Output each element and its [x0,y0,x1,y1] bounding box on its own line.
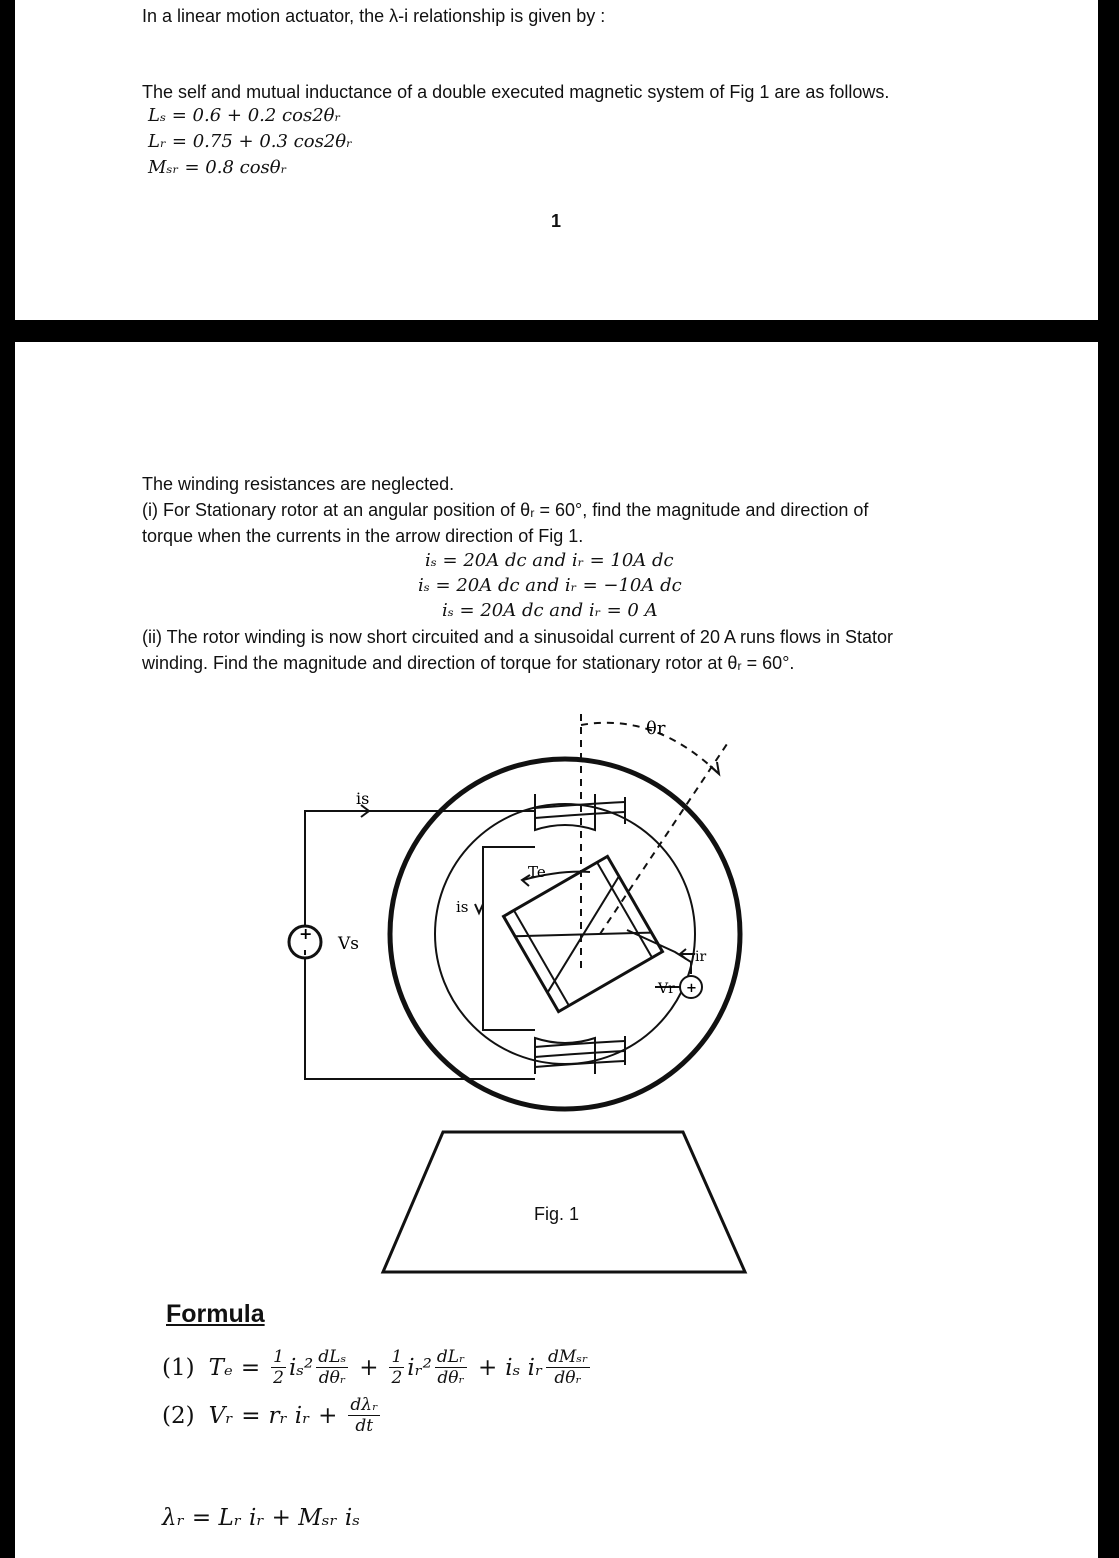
part-ii-line2: winding. Find the magnitude and direction of torque for stationary rotor at θᵣ = 60°. [142,653,795,673]
case-1: iₛ = 20A dc and iᵣ = 10A dc [425,550,674,571]
ir-squared: iᵣ² [407,1354,432,1381]
equation-msr: Mₛᵣ = 0.8 cosθᵣ [148,157,287,178]
half-fraction-2: $\frac{1}{2}$ [391,1347,403,1388]
vs-plus-sign: + [299,924,313,943]
is-top-label: is [356,789,370,808]
formula-1-lhs: Tₑ [208,1354,233,1381]
rr-ir-term: rᵣ iᵣ [268,1402,311,1429]
vs-label: Vs [338,934,360,954]
dlr-fraction: $\frac{\text{dLᵣ}}{\text{dθᵣ}}$ [436,1347,465,1388]
page-number: 1 [551,211,562,231]
figure-caption: Fig. 1 [534,1204,580,1224]
dlambda-fraction: $\frac{\text{dλᵣ}}{dt}$ [350,1395,378,1436]
theta-r-label: θr [646,718,666,739]
formula-heading: Formula [166,1300,265,1328]
ir-label: ir [695,949,707,965]
formula-2: (2) Vᵣ = rᵣ iᵣ + $\frac{\text{dλᵣ}}{dt}$ [162,1395,378,1436]
is-inner-label: is [456,898,469,916]
equation-ls: Lₛ = 0.6 + 0.2 cos2θᵣ [148,105,341,126]
inductance-intro: The self and mutual inductance of a double executed magnetic system of Fig 1 are as follows. [142,82,890,102]
te-label: Te [528,863,546,881]
part-ii-line1: (ii) The rotor winding is now short circuited and a sinusoidal current of 20 A runs flows in Stator [142,627,894,647]
case-2: iₛ = 20A dc and iᵣ = −10A dc [418,575,682,596]
formula-1-number: (1) [162,1354,195,1381]
half-fraction-1: $\frac{1}{2}$ [273,1347,284,1388]
vr-label: Vr [658,981,675,997]
formula-1: (1) Tₑ = $\frac{1}{2}$ iₛ² $\frac{\text{dLₛ}}{\text{dθᵣ}}$ + $\frac{1}{2}$ iᵣ² $\frac{\text{dLᵣ}}{\text{dθᵣ}}$ + iₛ iᵣ $\frac{\text{dMₛᵣ}}{\text{dθᵣ}}$ [162,1347,588,1388]
dls-fraction: $\frac{\text{dLₛ}}{\text{dθᵣ}}$ [318,1347,347,1388]
case-3: iₛ = 20A dc and iᵣ = 0 A [442,600,658,621]
part-i-line1: (i) For Stationary rotor at an angular position of θᵣ = 60°, find the magnitude and direction of [142,500,869,520]
is-squared: iₛ² [288,1354,314,1381]
formula-2-lhs: Vᵣ [208,1402,234,1429]
equation-lr: Lᵣ = 0.75 + 0.3 cos2θᵣ [148,131,353,152]
page-1 [15,0,1098,320]
intro-text: In a linear motion actuator, the λ-i relationship is given by : [142,6,606,26]
vr-plus-sign: + [686,981,697,996]
resistance-note: The winding resistances are neglected. [142,474,455,494]
formula-2-number: (2) [162,1402,195,1429]
page-2 [15,342,1098,1558]
part-i-line2: torque when the currents in the arrow direction of Fig 1. [142,526,584,546]
lambda-equation: λᵣ = Lᵣ iᵣ + Mₛᵣ iₛ [162,1505,360,1531]
dmsr-fraction: $\frac{\text{dMₛᵣ}}{\text{dθᵣ}}$ [547,1347,588,1388]
is-ir-product: iₛ iᵣ [505,1354,543,1381]
